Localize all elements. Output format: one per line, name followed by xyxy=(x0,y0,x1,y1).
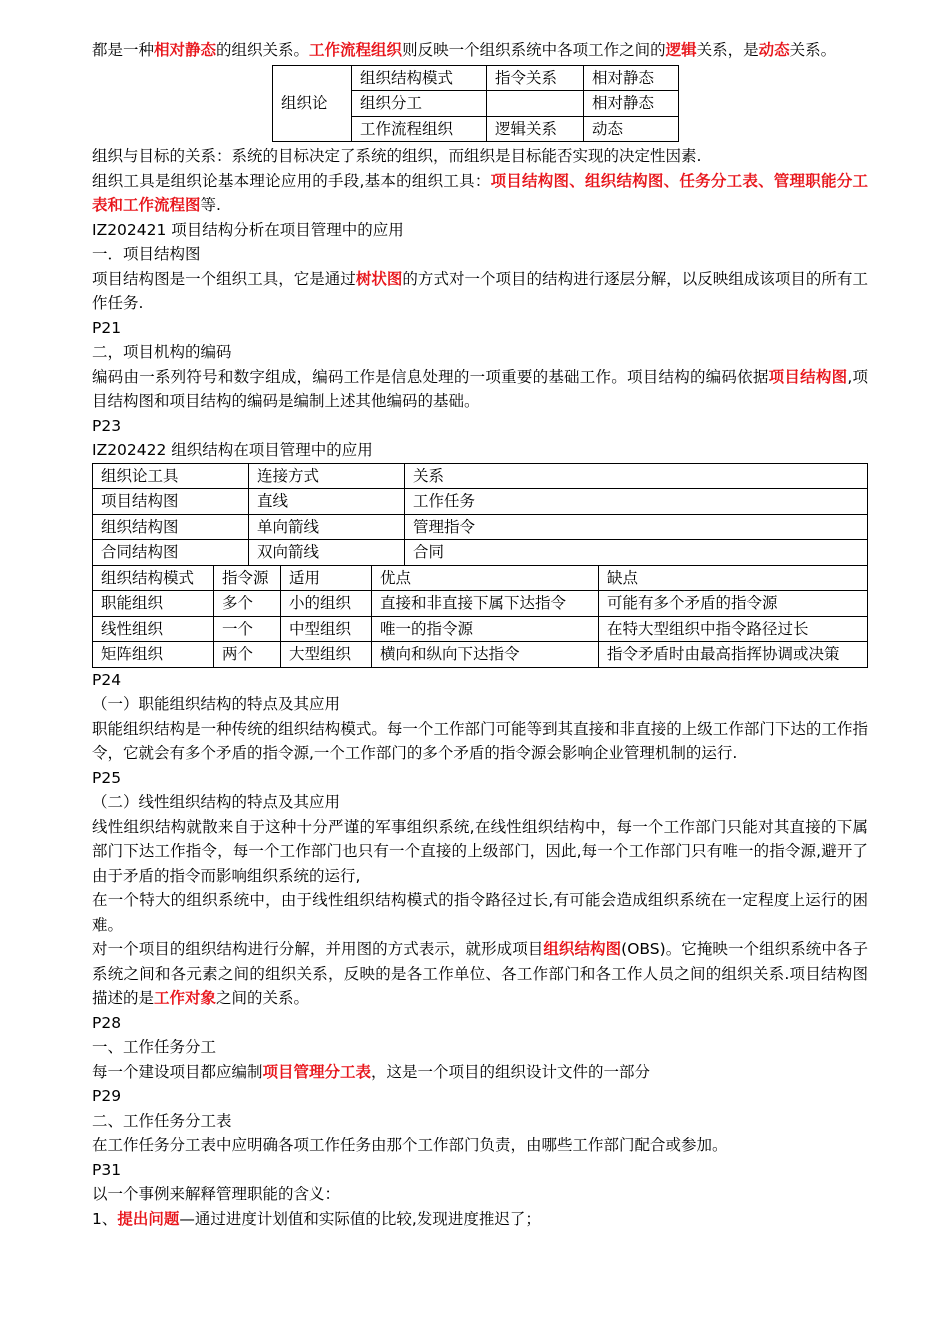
table-header-cell: 组织论 xyxy=(273,65,352,142)
table-cell: 指令矛盾时由最高指挥协调或决策 xyxy=(599,642,868,668)
table-cell: 组织论工具 xyxy=(93,463,249,489)
text: 关系，是 xyxy=(696,41,759,59)
text: ，这是一个项目的组织设计文件的一部分 xyxy=(371,1062,651,1081)
table-cell: 职能组织 xyxy=(93,591,214,617)
table-cell: 相对静态 xyxy=(584,91,679,117)
org-structure-modes-table xyxy=(92,566,868,668)
section-heading: IZ202422 组织结构在项目管理中的应用 xyxy=(92,441,373,459)
text: 每一个建设项目都应编制 xyxy=(92,1062,263,1081)
paragraph-obs xyxy=(92,937,868,1011)
highlight-text: 树状图 xyxy=(355,269,403,288)
paragraph-division-of-work xyxy=(92,1060,868,1085)
highlight-text: 工作流程组织 xyxy=(309,41,403,59)
paragraph-project-structure xyxy=(92,267,868,316)
table-cell: 直线 xyxy=(249,489,405,515)
table-row xyxy=(93,540,868,566)
table-cell: 缺点 xyxy=(599,566,868,591)
paragraph-goal-relation: 组织与目标的关系：系统的目标决定了系统的组织，而组织是目标能否实现的决定性因素. xyxy=(92,147,702,165)
table-cell: 中型组织 xyxy=(281,616,372,642)
table-cell: 小的组织 xyxy=(281,591,372,617)
table-cell: 组织结构模式 xyxy=(352,65,487,91)
paragraph-static-vs-dynamic xyxy=(92,38,868,63)
table-cell: 横向和纵向下达指令 xyxy=(372,642,599,668)
page-reference: P29 xyxy=(92,1087,122,1105)
table-cell: 逻辑关系 xyxy=(487,116,584,142)
paragraph-functional-org: 职能组织结构是一种传统的组织结构模式。每一个工作部门可能等到其直接和非直接的上级工作部门下达的工作指令，它就会有多个矛盾的指令源,一个工作部门的多个矛盾的指令源会影响企业管理机制的运行. xyxy=(92,719,868,762)
table-cell: 唯一的指令源 xyxy=(372,616,599,642)
table-row xyxy=(93,566,868,591)
table-cell: 一个 xyxy=(214,616,281,642)
text: 则反映一个组织系统中各项工作之间的 xyxy=(402,41,666,59)
text: 组织工具是组织论基本理论应用的手段,基本的组织工具： xyxy=(92,171,491,190)
table-cell: 直接和非直接下属下达指令 xyxy=(372,591,599,617)
section-heading: 二，项目机构的编码 xyxy=(92,343,232,361)
table-cell xyxy=(487,91,584,117)
organization-theory-table xyxy=(272,65,679,143)
highlight-text: 项目结构图 xyxy=(768,367,848,386)
text: (OBS)。它掩映一个组织系统中各子系统之间和各元素之间的组织关系，反映的是各工作单位、各工作部门和各工作人员之间的组织关系.项目结构图描述的是 xyxy=(92,940,868,1007)
highlight-text: 逻辑 xyxy=(665,41,697,59)
table-cell: 在特大型组织中指令路径过长 xyxy=(599,616,868,642)
text: 编码由一系列符号和数字组成，编码工作是信息处理的一项重要的基础工作。项目结构的编码依据 xyxy=(92,367,769,386)
highlight-text: 提出问题 xyxy=(117,1209,180,1228)
paragraph-coding xyxy=(92,365,868,414)
org-tools-table xyxy=(92,463,868,566)
text: 都是一种 xyxy=(92,41,155,59)
page-reference: P28 xyxy=(92,1013,122,1032)
section-heading: （一）职能组织结构的特点及其应用 xyxy=(92,695,341,713)
table-cell: 指令源 xyxy=(214,566,281,591)
text: 等. xyxy=(200,196,221,214)
paragraph-linear-org-issue: 在一个特大的组织系统中，由于线性组织结构模式的指令路径过长,有可能会造成组织系统在一定程度上运行的困难。 xyxy=(92,891,868,934)
table-cell: 组织结构图 xyxy=(93,514,249,540)
section-heading: （二）线性组织结构的特点及其应用 xyxy=(92,793,341,811)
paragraph-linear-org: 线性组织结构就散来自于这种十分严谨的军事组织系统,在线性组织结构中，每一个工作部门只能对其直接的下属部门下达工作指令，每一个工作部门也只有一个直接的上级部门，因此,每一个工作部门只有唯一的指令源,避开了由于矛盾的指令而影响组织系统的运行, xyxy=(92,817,868,885)
table-cell: 适用 xyxy=(281,566,372,591)
page-reference: P21 xyxy=(92,318,122,337)
paragraph-task-table: 在工作任务分工表中应明确各项工作任务由那个工作部门负责，由哪些工作部门配合或参加。 xyxy=(92,1136,728,1154)
text: 项目结构图是一个组织工具，它是通过 xyxy=(92,269,356,288)
section-heading: 一、工作任务分工 xyxy=(92,1038,217,1056)
table-row xyxy=(93,642,868,668)
text: 之间的关系。 xyxy=(216,989,310,1007)
table-cell: 组织结构模式 xyxy=(93,566,214,591)
text: 对一个项目的组织结构进行分解，并用图的方式表示，就形成项目 xyxy=(92,940,544,958)
table-cell: 动态 xyxy=(584,116,679,142)
table-row xyxy=(93,489,868,515)
page-reference: P25 xyxy=(92,768,122,787)
table-cell: 指令关系 xyxy=(487,65,584,91)
table-row xyxy=(93,591,868,617)
highlight-text: 工作对象 xyxy=(154,989,217,1007)
highlight-text: 组织结构图 xyxy=(543,940,622,958)
table-cell: 优点 xyxy=(372,566,599,591)
page-reference: P23 xyxy=(92,416,122,435)
table-cell: 线性组织 xyxy=(93,616,214,642)
highlight-text: 动态 xyxy=(758,41,790,59)
text: 关系。 xyxy=(789,41,837,59)
table-cell: 相对静态 xyxy=(584,65,679,91)
text: —通过进度计划值和实际值的比较,发现进度推迟了； xyxy=(179,1209,541,1228)
paragraph-management-function: 以一个事例来解释管理职能的含义： xyxy=(92,1185,341,1203)
table-cell: 单向箭线 xyxy=(249,514,405,540)
table-row xyxy=(93,616,868,642)
text: 1、 xyxy=(92,1209,118,1228)
table-cell: 矩阵组织 xyxy=(93,642,214,668)
table-cell: 组织分工 xyxy=(352,91,487,117)
document-page xyxy=(92,38,868,1231)
list-item xyxy=(92,1207,868,1232)
text: 的方式对一个项目的结构进行逐层分解，以反映组成该项目的所有工作任务. xyxy=(92,269,868,312)
text: 的组织关系。 xyxy=(216,41,310,59)
page-reference: P24 xyxy=(92,670,122,689)
table-cell: 连接方式 xyxy=(249,463,405,489)
paragraph-org-tools xyxy=(92,169,868,218)
table-cell: 多个 xyxy=(214,591,281,617)
section-heading: 一．项目结构图 xyxy=(92,245,201,263)
table-cell: 关系 xyxy=(405,463,868,489)
table-cell: 工作任务 xyxy=(405,489,868,515)
table-row xyxy=(93,463,868,489)
section-heading: 二、工作任务分工表 xyxy=(92,1111,232,1130)
table-cell: 项目结构图 xyxy=(93,489,249,515)
highlight-text: 项目结构图、组织结构图、任务分工表、管理职能分工表和工作流程图 xyxy=(92,171,868,214)
table-cell: 两个 xyxy=(214,642,281,668)
table-cell: 双向箭线 xyxy=(249,540,405,566)
table-cell: 工作流程组织 xyxy=(352,116,487,142)
table-cell: 可能有多个矛盾的指令源 xyxy=(599,591,868,617)
text: ,项目结构图和项目结构的编码是编制上述其他编码的基础。 xyxy=(92,367,868,410)
table-cell: 管理指令 xyxy=(405,514,868,540)
table-cell: 合同 xyxy=(405,540,868,566)
highlight-text: 相对静态 xyxy=(154,41,217,59)
highlight-text: 项目管理分工表 xyxy=(262,1062,372,1081)
section-heading: IZ202421 项目结构分析在项目管理中的应用 xyxy=(92,220,404,239)
table-row xyxy=(93,514,868,540)
page-reference: P31 xyxy=(92,1160,122,1179)
table-row xyxy=(273,65,679,91)
table-cell: 大型组织 xyxy=(281,642,372,668)
table-cell: 合同结构图 xyxy=(93,540,249,566)
